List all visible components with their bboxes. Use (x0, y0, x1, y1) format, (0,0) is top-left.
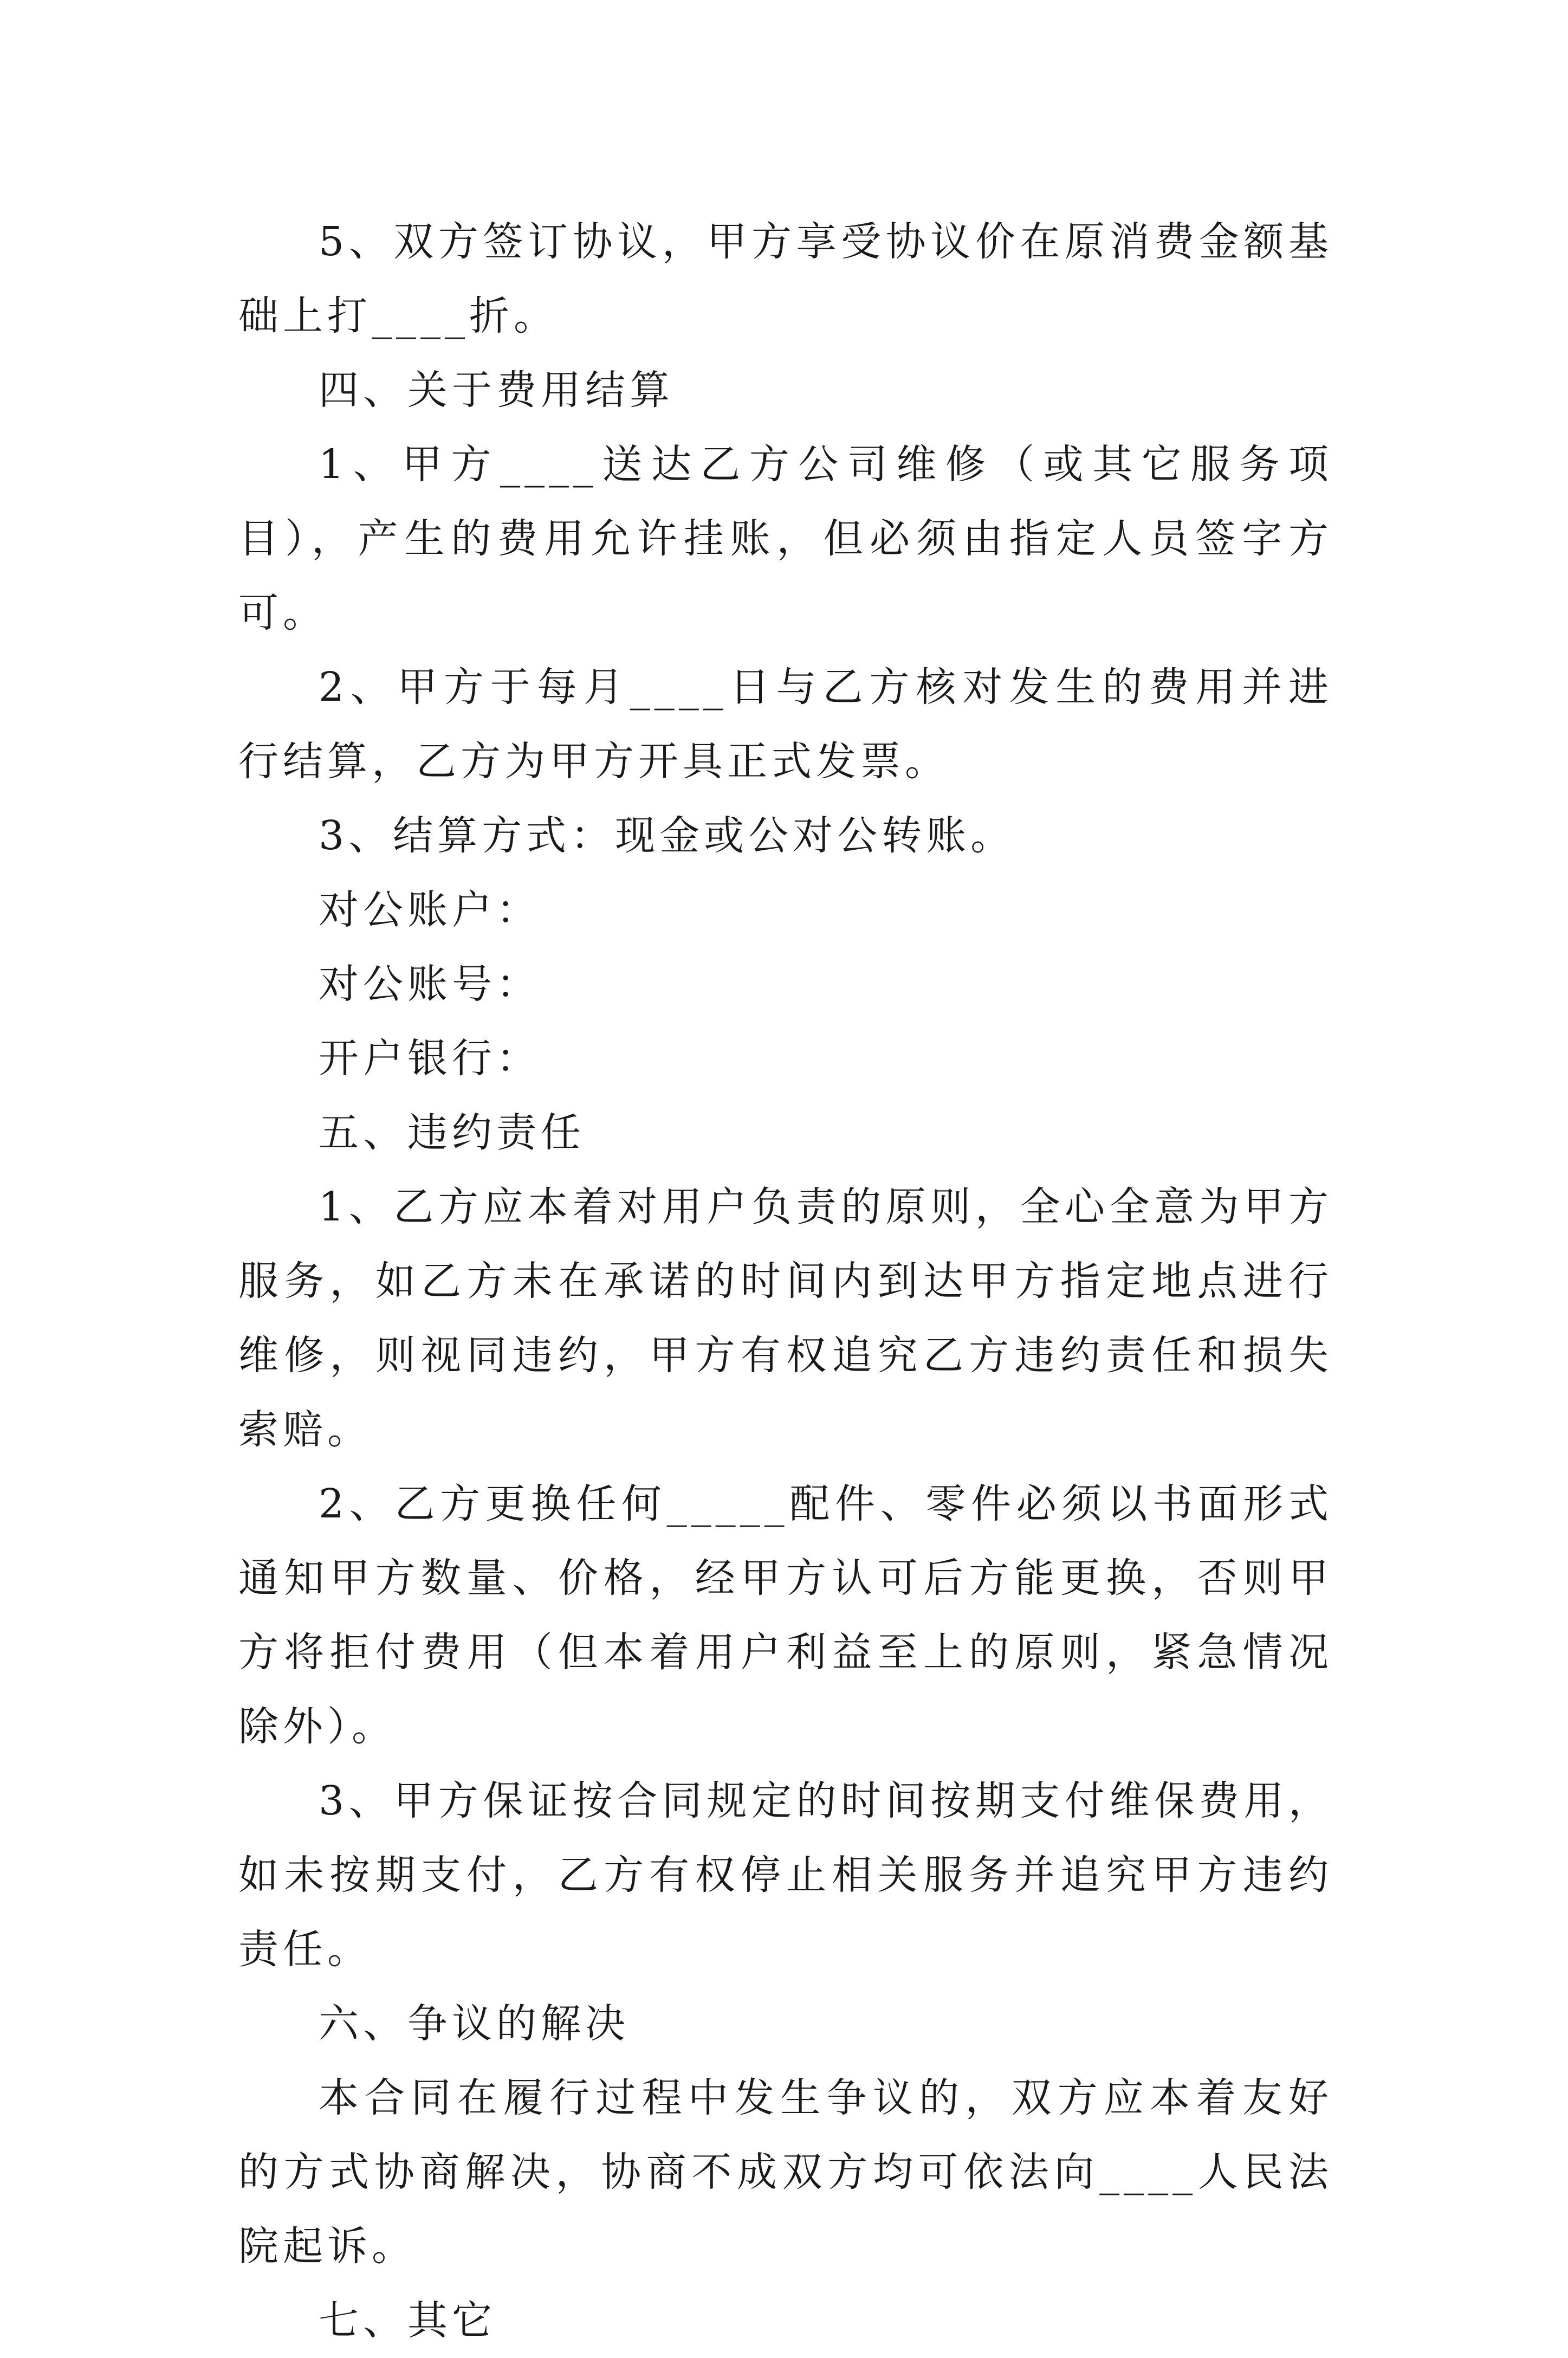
clause-repair-billing: 1、甲方____送达乙方公司维修（或其它服务项目），产生的费用允许挂账，但必须由指定人员签字方可。 (238, 441, 1333, 636)
section-heading-liability: 五、违约责任 (319, 1109, 585, 1156)
clause-payment-obligation: 3、甲方保证按合同规定的时间按期支付维保费用，如未按期支付，乙方有权停止相关服务并追究甲方违约责任。 (238, 1778, 1333, 1973)
clause-dispute-resolution: 本合同在履行过程中发生争议的，双方应本着友好的方式协商解决，协商不成双方均可依法向____人民法院起诉。 (238, 2075, 1333, 2270)
section-heading-dispute: 六、争议的解决 (319, 2000, 630, 2047)
clause-parts-replacement: 2、乙方更换任何_____配件、零件必须以书面形式通知甲方数量、价格，经甲方认可后方能更换，否则甲方将拒付费用（但本着用户利益至上的原则，紧急情况除外）。 (238, 1481, 1333, 1750)
section-heading-settlement: 四、关于费用结算 (319, 367, 674, 414)
field-corporate-account-number: 对公账号： (319, 961, 541, 1007)
field-corporate-account-name: 对公账户： (319, 887, 541, 933)
field-bank-name: 开户银行： (319, 1035, 541, 1082)
clause-discount: 5、双方签订协议，甲方享受协议价在原消费金额基础上打____折。 (238, 218, 1333, 339)
clause-service-obligation: 1、乙方应本着对用户负责的原则，全心全意为甲方服务，如乙方未在承诺的时间内到达甲方指定地点进行维修，则视同违约，甲方有权追究乙方违约责任和损失索赔。 (238, 1184, 1333, 1453)
clause-payment-method: 3、结算方式：现金或公对公转账。 (319, 812, 1015, 859)
document-body (238, 205, 1333, 2358)
clause-monthly-reconciliation: 2、甲方于每月____日与乙方核对发生的费用并进行结算，乙方为甲方开具正式发票。 (238, 664, 1333, 785)
section-heading-other: 七、其它 (319, 2297, 496, 2344)
